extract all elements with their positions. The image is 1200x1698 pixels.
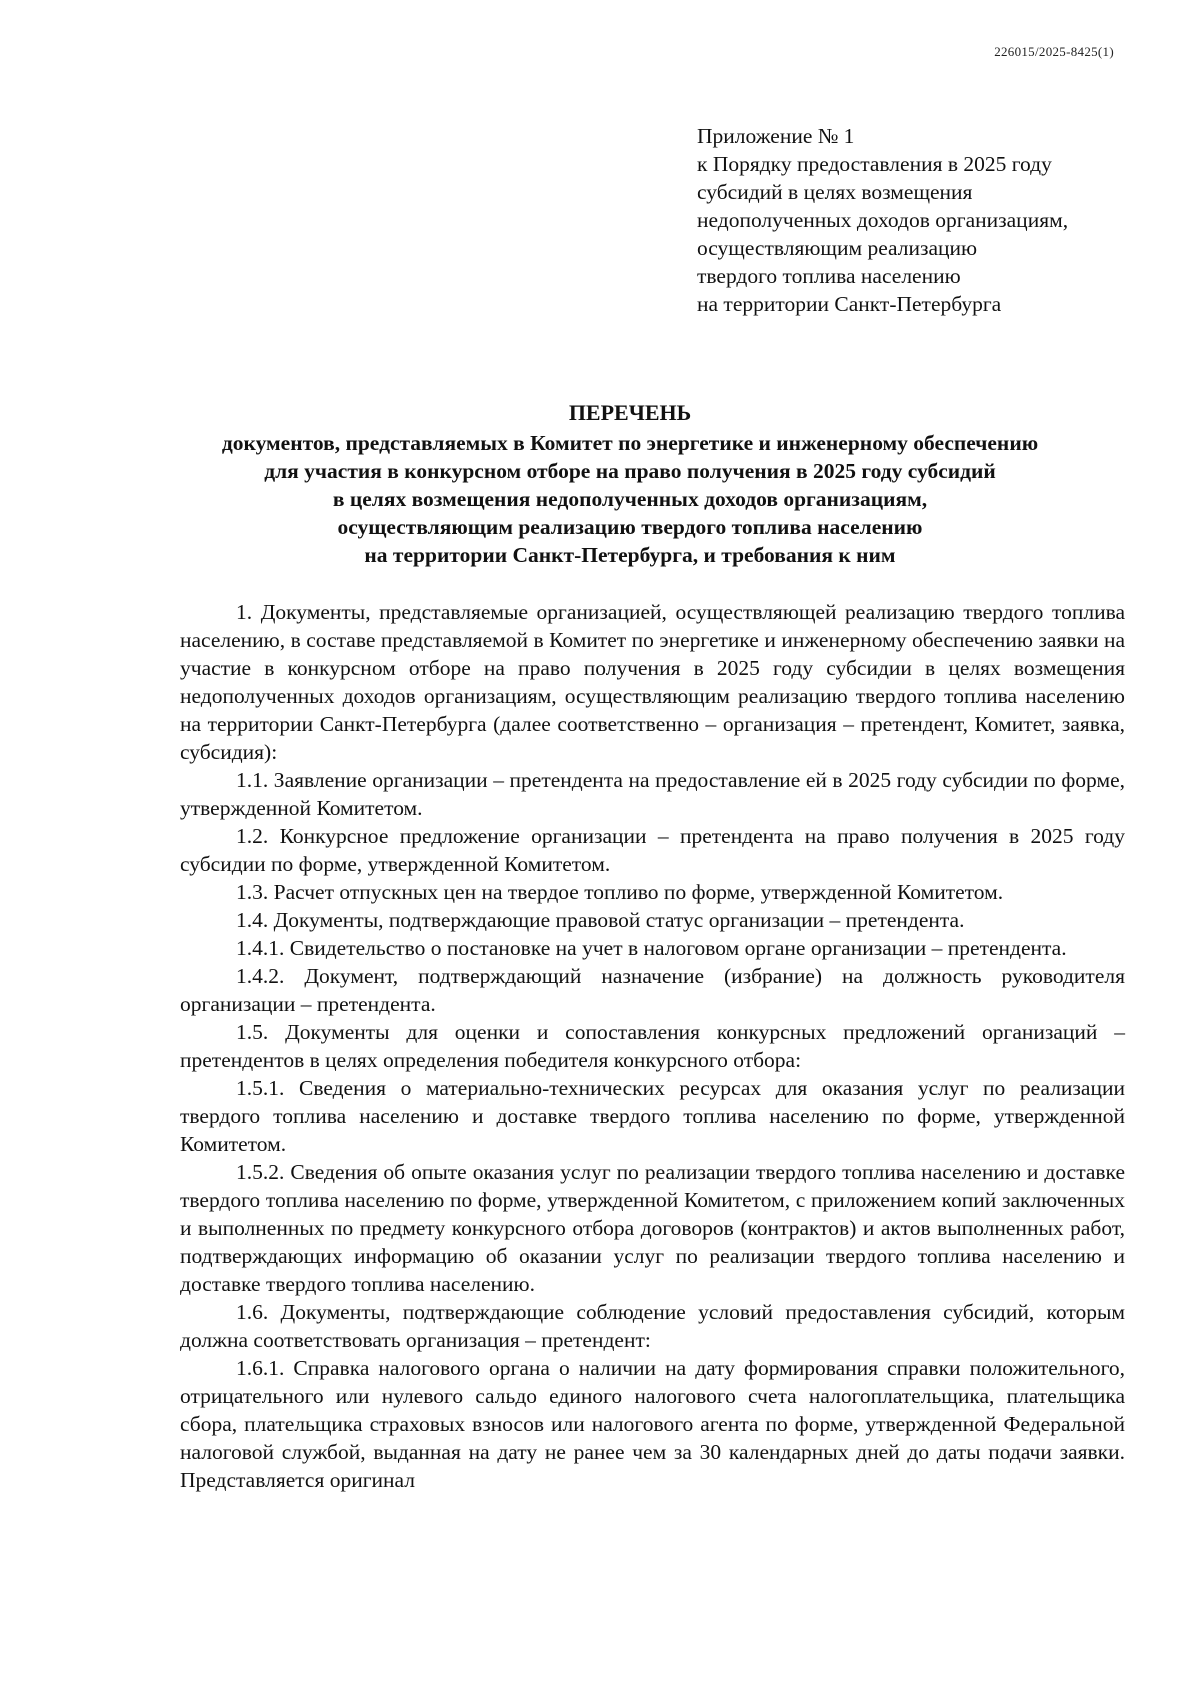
- heading-line: на территории Санкт-Петербурга, и требования к ним: [364, 543, 896, 567]
- appendix-line: к Порядку предоставления в 2025 году: [697, 152, 1052, 176]
- paragraph-1-5-2: 1.5.2. Сведения об опыте оказания услуг по реализации твердого топлива населению и доставке твердого топлива населению по форме, утвержденной Комитетом, с приложением копий заключенных и выполненных по предмету конкурсного отбора договоров (контрактов) и актов выполненных работ, подтверждающих информацию об оказании услуг по реализации твердого топлива населению и доставке твердого топлива населению.: [180, 1160, 1125, 1296]
- document-body: [180, 598, 1125, 1494]
- paragraph-1-1: 1.1. Заявление организации – претендента на предоставление ей в 2025 году субсидии по форме, утвержденной Комитетом.: [180, 768, 1125, 820]
- appendix-line: недополученных доходов организациям,: [697, 208, 1069, 232]
- heading-line: осуществляющим реализацию твердого топлива населению: [337, 515, 923, 539]
- paragraph-1-6: 1.6. Документы, подтверждающие соблюдение условий предоставления субсидий, которым должна соответствовать организация – претендент:: [180, 1300, 1125, 1352]
- paragraph-1-4-1: 1.4.1. Свидетельство о постановке на учет в налоговом органе организации – претендента.: [236, 936, 1067, 960]
- appendix-line: Приложение № 1: [697, 124, 855, 148]
- appendix-line: субсидий в целях возмещения: [697, 180, 973, 204]
- appendix-line: осуществляющим реализацию: [697, 236, 978, 260]
- document-title: ПЕРЕЧЕНЬ: [568, 400, 692, 425]
- paragraph-1-3: 1.3. Расчет отпускных цен на твердое топливо по форме, утвержденной Комитетом.: [236, 880, 1004, 904]
- paragraph-1-5: 1.5. Документы для оценки и сопоставления конкурсных предложений организаций – претендентов в целях определения победителя конкурсного отбора:: [180, 1020, 1125, 1072]
- paragraph-1-2: 1.2. Конкурсное предложение организации – претендента на право получения в 2025 году субсидии по форме, утвержденной Комитетом.: [180, 824, 1125, 876]
- document-heading: [150, 399, 1110, 569]
- appendix-line: на территории Санкт-Петербурга: [697, 292, 1002, 316]
- heading-line: в целях возмещения недополученных доходов организациям,: [332, 487, 928, 511]
- registration-number: 226015/2025-8425(1): [994, 44, 1114, 59]
- paragraph-1-6-1: 1.6.1. Справка налогового органа о наличии на дату формирования справки положительного, отрицательного или нулевого сальдо единого налогового счета налогоплательщика, плательщика сбора, плательщика страховых взносов или налогового агента по форме, утвержденной Федеральной налоговой службой, выданная на дату не ранее чем за 30 календарных дней до даты подачи заявки. Представляется оригинал: [180, 1356, 1125, 1492]
- heading-line: документов, представляемых в Комитет по энергетике и инженерному обеспечению: [221, 431, 1039, 455]
- appendix-block: [697, 122, 1167, 318]
- heading-line: для участия в конкурсном отборе на право получения в 2025 году субсидий: [264, 459, 996, 483]
- paragraph-1-4-2: 1.4.2. Документ, подтверждающий назначение (избрание) на должность руководителя организации – претендента.: [180, 964, 1125, 1016]
- paragraph-1-4: 1.4. Документы, подтверждающие правовой статус организации – претендента.: [236, 908, 965, 932]
- paragraph-1: 1. Документы, представляемые организацией, осуществляющей реализацию твердого топлива населению, в составе представляемой в Комитет по энергетике и инженерному обеспечению заявки на участие в конкурсном отборе на право получения в 2025 году субсидии в целях возмещения недополученных доходов организациям, осуществляющим реализацию твердого топлива населению на территории Санкт-Петербурга (далее соответственно – организация – претендент, Комитет, заявка, субсидия):: [180, 600, 1125, 764]
- paragraph-1-5-1: 1.5.1. Сведения о материально-технических ресурсах для оказания услуг по реализации твердого топлива населению и доставке твердого топлива населению по форме, утвержденной Комитетом.: [180, 1076, 1125, 1156]
- appendix-line: твердого топлива населению: [697, 264, 961, 288]
